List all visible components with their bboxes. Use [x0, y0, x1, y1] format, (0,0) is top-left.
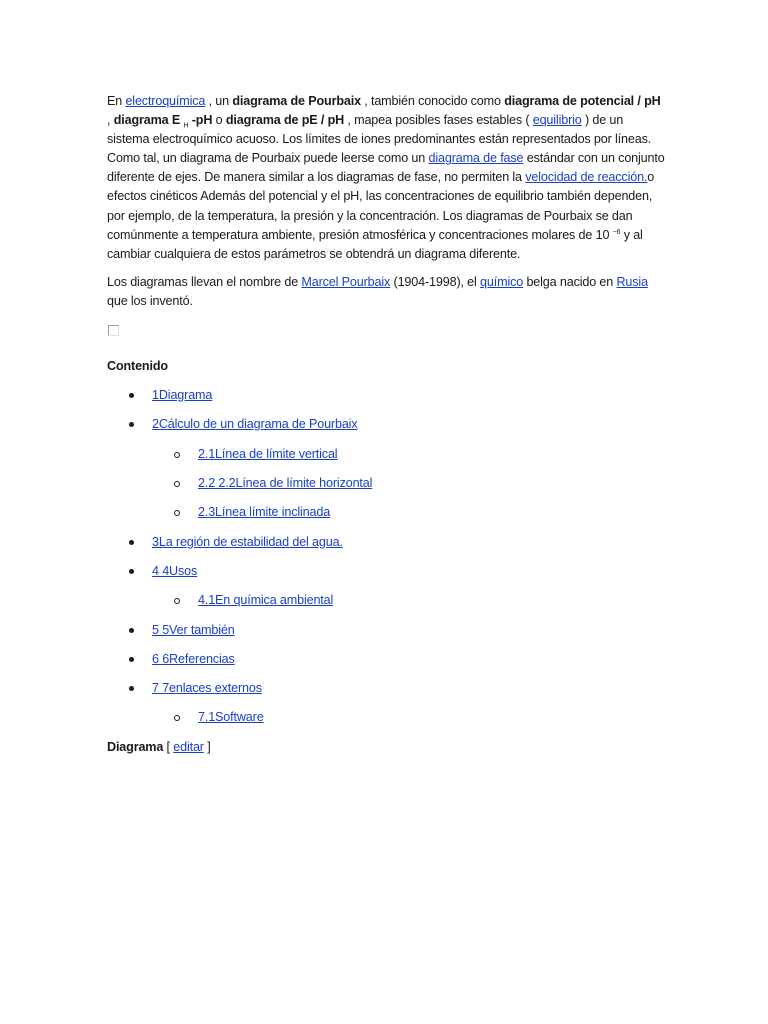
toc-item — [107, 621, 665, 650]
toc-item — [107, 562, 665, 591]
text: o efectos cinéticos Además del potencial y el pH, las concentraciones de equilibrio también dependen, por ejemplo, de la temperatura, la presión y la concentración. Los diagramas de Pourbaix se dan comúnmente a temperatura ambiente, presión atmosférica y concentraciones molares de 10 — [107, 170, 655, 242]
toc-item — [107, 591, 665, 620]
toc-item — [107, 415, 665, 444]
term-diagrama-potencial: diagrama de potencial / pH — [504, 94, 661, 108]
bullet-icon — [129, 686, 134, 691]
toc-item — [107, 445, 665, 474]
toc-link-enlaces-externos[interactable]: 7 7enlaces externos — [152, 681, 262, 696]
circle-bullet-icon — [174, 715, 180, 721]
toc-link-quimica-ambiental[interactable]: 4.1En química ambiental — [198, 593, 334, 608]
toc-link-ver-tambien[interactable]: 5 5Ver también — [152, 622, 235, 637]
link-velocidad-de-reaccion[interactable]: velocidad de reacción. — [525, 170, 648, 185]
section-heading — [107, 738, 665, 757]
toc-link-usos[interactable]: 4 4Usos — [152, 563, 198, 578]
toc-item — [107, 474, 665, 503]
text: estándar con un conjunto diferente de ejes. De manera similar a los diagramas de fase, no permiten la — [107, 151, 665, 185]
text: (1904-1998), el — [390, 274, 481, 289]
toc-link-calculo[interactable]: 2Cálculo de un diagrama de Pourbaix — [152, 417, 358, 432]
toc-item — [107, 386, 665, 415]
term-ph: -pH — [191, 113, 213, 128]
text: ) de un sistema electroquímico acuoso. Los límites de iones predominantes están representados por líneas. Como tal, un diagrama de Pourbaix puede leerse como un — [107, 113, 652, 166]
toc-item — [107, 503, 665, 532]
link-marcel-pourbaix[interactable]: Marcel Pourbaix — [301, 274, 391, 289]
toc-title: Contenido — [107, 359, 168, 374]
circle-bullet-icon — [174, 598, 180, 604]
bullet-icon — [129, 569, 134, 574]
text: o — [212, 113, 226, 128]
text: y al cambiar cualquiera de estos parámetros se obtendrá un diagrama diferente. — [107, 227, 643, 261]
text: En — [107, 94, 126, 108]
section-title: Diagrama — [107, 739, 164, 754]
text: , un — [205, 94, 233, 108]
text: , también conocido como — [360, 94, 505, 108]
link-rusia[interactable]: Rusia — [616, 274, 648, 289]
link-electroquimica[interactable]: electroquímica — [125, 94, 206, 108]
circle-bullet-icon — [174, 452, 180, 458]
article-body — [107, 92, 665, 757]
circle-bullet-icon — [174, 481, 180, 487]
toc-link-linea-inclinada[interactable]: 2.3Línea límite inclinada — [198, 505, 331, 520]
term-diagrama-pourbaix: diagrama de Pourbaix — [232, 94, 361, 108]
link-equilibrio[interactable]: equilibrio — [532, 113, 582, 128]
bullet-icon — [129, 422, 134, 427]
bullet-icon — [129, 628, 134, 633]
subscript-h: H — [183, 122, 189, 130]
text: , — [107, 113, 114, 128]
bullet-icon — [129, 393, 134, 398]
toc-item — [107, 650, 665, 679]
toc-item — [107, 679, 665, 708]
term-diagrama-e: diagrama E — [113, 113, 181, 128]
toc-link-software[interactable]: 7.1Software — [198, 710, 264, 725]
bracket-close: ] — [203, 739, 211, 754]
text: , mapea posibles fases estables ( — [344, 113, 533, 128]
superscript-exponent: −6 — [612, 228, 621, 236]
toc-link-linea-vertical[interactable]: 2.1Línea de límite vertical — [198, 446, 338, 461]
term-diagrama-pe: diagrama de pE / pH — [225, 113, 345, 128]
link-diagrama-de-fase[interactable]: diagrama de fase — [428, 151, 524, 166]
circle-bullet-icon — [174, 510, 180, 516]
broken-image-icon — [108, 325, 119, 336]
toc-link-referencias[interactable]: 6 6Referencias — [152, 651, 235, 666]
toc-link-diagrama[interactable]: 1Diagrama — [152, 388, 213, 403]
table-of-contents — [107, 386, 665, 738]
bracket-open: [ — [163, 739, 174, 754]
edit-link[interactable]: editar — [173, 739, 204, 754]
toc-link-linea-horizontal[interactable]: 2.2 2.2Línea de límite horizontal — [198, 476, 373, 491]
bullet-icon — [129, 540, 134, 545]
intro-paragraph — [107, 92, 665, 264]
bullet-icon — [129, 657, 134, 662]
toc-item — [107, 533, 665, 562]
text: belga nacido en — [523, 274, 617, 289]
toc-link-estabilidad-agua[interactable]: 3La región de estabilidad del agua. — [152, 534, 343, 549]
text: Los diagramas llevan el nombre de — [107, 274, 302, 289]
link-quimico[interactable]: químico — [480, 274, 524, 289]
text: que los inventó. — [107, 293, 193, 308]
second-paragraph — [107, 273, 665, 311]
toc-item — [107, 708, 665, 737]
